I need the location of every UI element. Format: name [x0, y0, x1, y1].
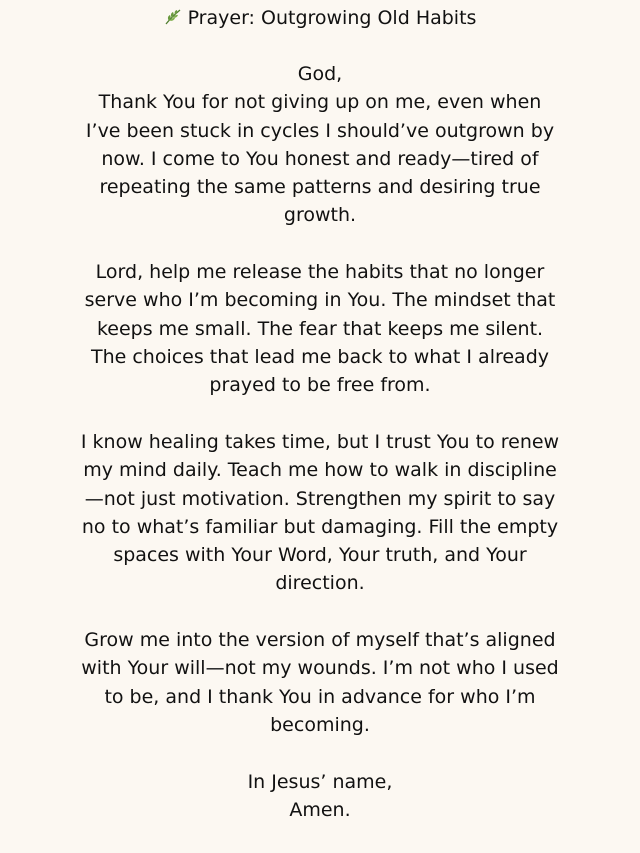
prayer-line: to be, and I thank You in advance for who I’m: [104, 685, 536, 708]
prayer-line: Thank You for not giving up on me, even when: [98, 91, 542, 114]
prayer-line: keeps me small. The fear that keeps me silent.: [96, 317, 544, 340]
page-title: [0, 4, 640, 32]
prayer-line: I know healing takes time, but I trust You to renew: [80, 431, 560, 453]
prayer-line: I’ve been stuck in cycles I should’ve outgrown by: [85, 119, 555, 142]
prayer-line: Amen.: [289, 799, 351, 822]
leaf-icon: [164, 6, 182, 24]
prayer-line: God,: [297, 63, 343, 85]
prayer-line: now. I come to You honest and ready—tired of: [101, 147, 539, 170]
prayer-line: repeating the same patterns and desiring true: [99, 176, 541, 199]
prayer-line: serve who I’m becoming in You. The mindset that: [84, 289, 556, 312]
prayer-paragraph-healing: [60, 428, 580, 598]
prayer-line: no to what’s familiar but damaging. Fill the empty: [81, 515, 559, 538]
prayer-line: my mind daily. Teach me how to walk in discipline: [83, 459, 557, 482]
prayer-line: The choices that lead me back to what I already: [90, 345, 550, 368]
prayer-line: prayed to be free from.: [209, 374, 431, 397]
page-title-text: Prayer: Outgrowing Old Habits: [187, 7, 477, 29]
prayer-line: direction.: [275, 572, 365, 595]
prayer-line: —not just motivation. Strengthen my spirit to say: [84, 487, 556, 510]
prayer-line: spaces with Your Word, Your truth, and Your: [113, 544, 527, 567]
prayer-paragraph-release: [60, 258, 580, 399]
prayer-line: Lord, help me release the habits that no longer: [95, 261, 545, 283]
prayer-paragraph-growth: [60, 626, 580, 739]
prayer-closing: [60, 768, 580, 825]
prayer-paragraph-opening: [60, 60, 580, 230]
prayer-line: with Your will—not my wounds. I’m not who I used: [81, 657, 559, 680]
prayer-line: becoming.: [270, 713, 370, 736]
prayer-line: growth.: [283, 204, 357, 227]
prayer-line: Grow me into the version of myself that’s aligned: [84, 629, 556, 651]
prayer-line: In Jesus’ name,: [247, 771, 393, 793]
